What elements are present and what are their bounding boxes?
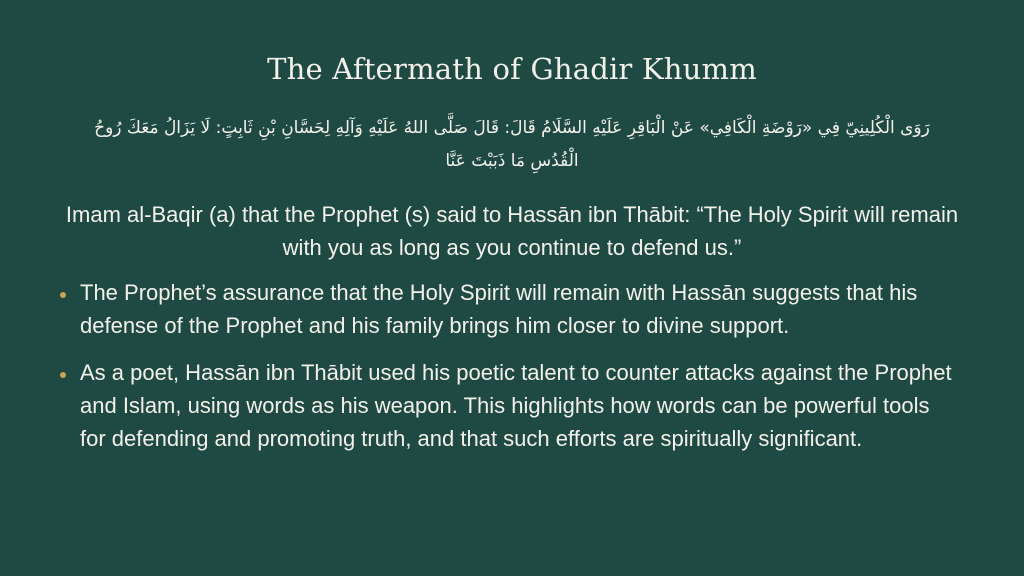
bullet-dot-icon	[60, 372, 66, 378]
arabic-hadith-text: رَوَى الْكُلِينِيّ فِي «رَوْضَةِ الْكَافِي» عَنْ الْبَاقِرِ عَلَيْهِ السَّلَامُ قَالَ: قَالَ صَلَّى اللهُ عَلَيْهِ وَآلِهِ لِحَسَّانِ بْنِ ثَابِتٍ: لَا يَزَالُ مَعَكَ رُوحُ الْقُدُسِ مَا ذَبَبْتَ عَنَّا	[94, 118, 930, 171]
bullet-text: As a poet, Hassān ibn Thābit used his poetic talent to counter attacks against the Prophet and Islam, using words as his weapon. This highlights how words can be powerful tools for defending and promoting truth, and that such efforts are spiritually significant.	[80, 360, 952, 451]
hadith-translation: Imam al-Baqir (a) that the Prophet (s) said to Hassān ibn Thābit: “The Holy Spirit will remain with you as long as you continue to defend us.”	[65, 202, 959, 260]
bullet-dot-icon	[60, 292, 66, 298]
bullet-text: The Prophet’s assurance that the Holy Spirit will remain with Hassān suggests that his defense of the Prophet and his family brings him closer to divine support.	[80, 280, 918, 338]
bullet-item	[60, 276, 960, 342]
bullet-item	[60, 356, 960, 455]
slide-title: The Aftermath of Ghadir Khumm	[267, 52, 757, 86]
bullet-list	[60, 276, 960, 469]
